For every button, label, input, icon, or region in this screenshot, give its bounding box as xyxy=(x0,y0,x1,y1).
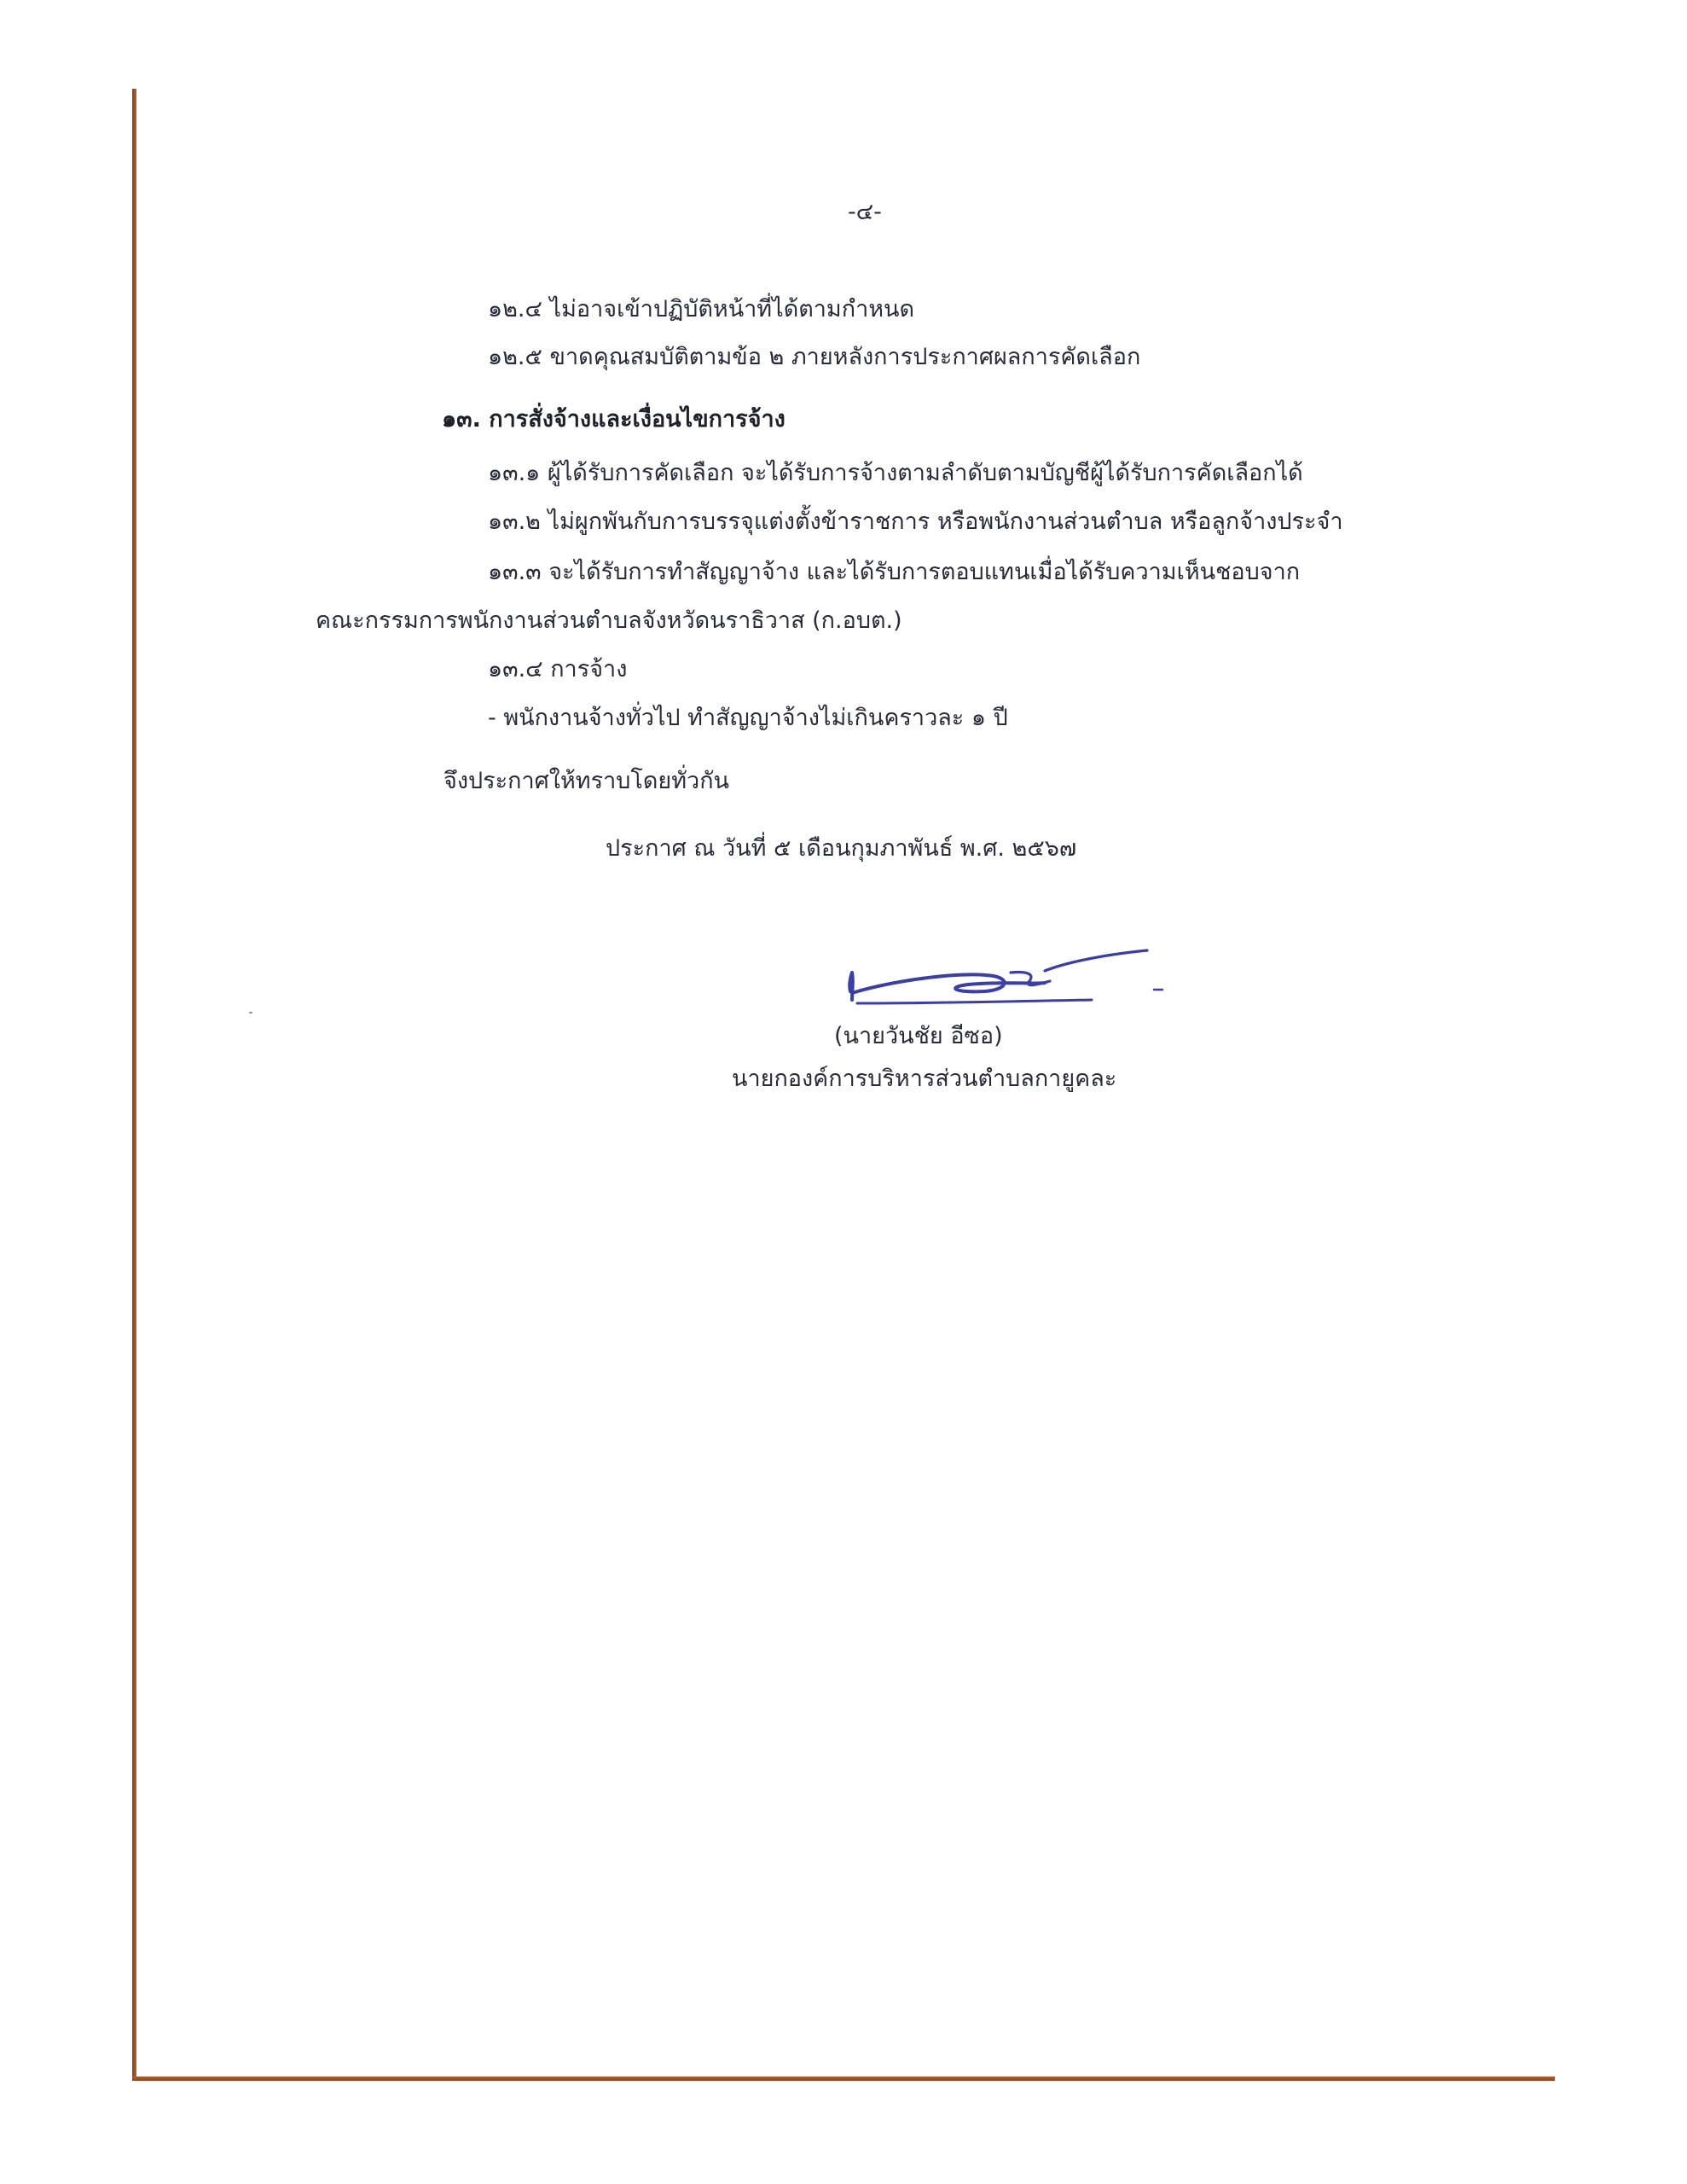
item-12-4: ๑๒.๔ ไม่อาจเข้าปฏิบัติหน้าที่ได้ตามกำหนด xyxy=(488,296,915,322)
item-13-2: ๑๓.๒ ไม่ผูกพันกับการบรรจุแต่งตั้งข้าราชการ หรือพนักงานส่วนตำบล หรือลูกจ้างประจำ xyxy=(488,508,1343,535)
closing-line: จึงประกาศให้ทราบโดยทั่วกัน xyxy=(443,768,729,794)
item-13-3: ๑๓.๓ จะได้รับการทำสัญญาจ้าง และได้รับการตอบแทนเมื่อได้รับความเห็นชอบจาก xyxy=(488,559,1301,585)
item-12-5: ๑๒.๕ ขาดคุณสมบัติตามข้อ ๒ ภายหลังการประกาศผลการคัดเลือก xyxy=(488,344,1141,370)
item-13-1: ๑๓.๑ ผู้ได้รับการคัดเลือก จะได้รับการจ้างตามลำดับตามบัญชีผู้ได้รับการคัดเลือกได้ xyxy=(488,460,1303,486)
section-heading: ๑๓. การสั่งจ้างและเงื่อนไขการจ้าง xyxy=(442,406,786,433)
page-number: -๔- xyxy=(848,199,882,225)
handwritten-signature xyxy=(840,947,1164,1024)
paper-edge-left xyxy=(132,89,136,2081)
signer-title: นายกองค์การบริหารส่วนตำบลกายูคละ xyxy=(732,1066,1117,1092)
item-13-3-continued: คณะกรรมการพนักงานส่วนตำบลจังหวัดนราธิวาส (ก.อบต.) xyxy=(316,607,902,634)
item-13-4-detail: - พนักงานจ้างทั่วไป ทำสัญญาจ้างไม่เกินคราวละ ๑ ปี xyxy=(488,705,1008,731)
date-line: ประกาศ ณ วันที่ ๕ เดือนกุมภาพันธ์ พ.ศ. ๒๕๖๗ xyxy=(606,835,1077,862)
signer-name: (นายวันชัย อีซอ) xyxy=(834,1023,1003,1049)
paper-edge-bottom xyxy=(132,2077,1555,2081)
scan-speck xyxy=(249,1012,252,1014)
item-13-4: ๑๓.๔ การจ้าง xyxy=(488,656,628,682)
